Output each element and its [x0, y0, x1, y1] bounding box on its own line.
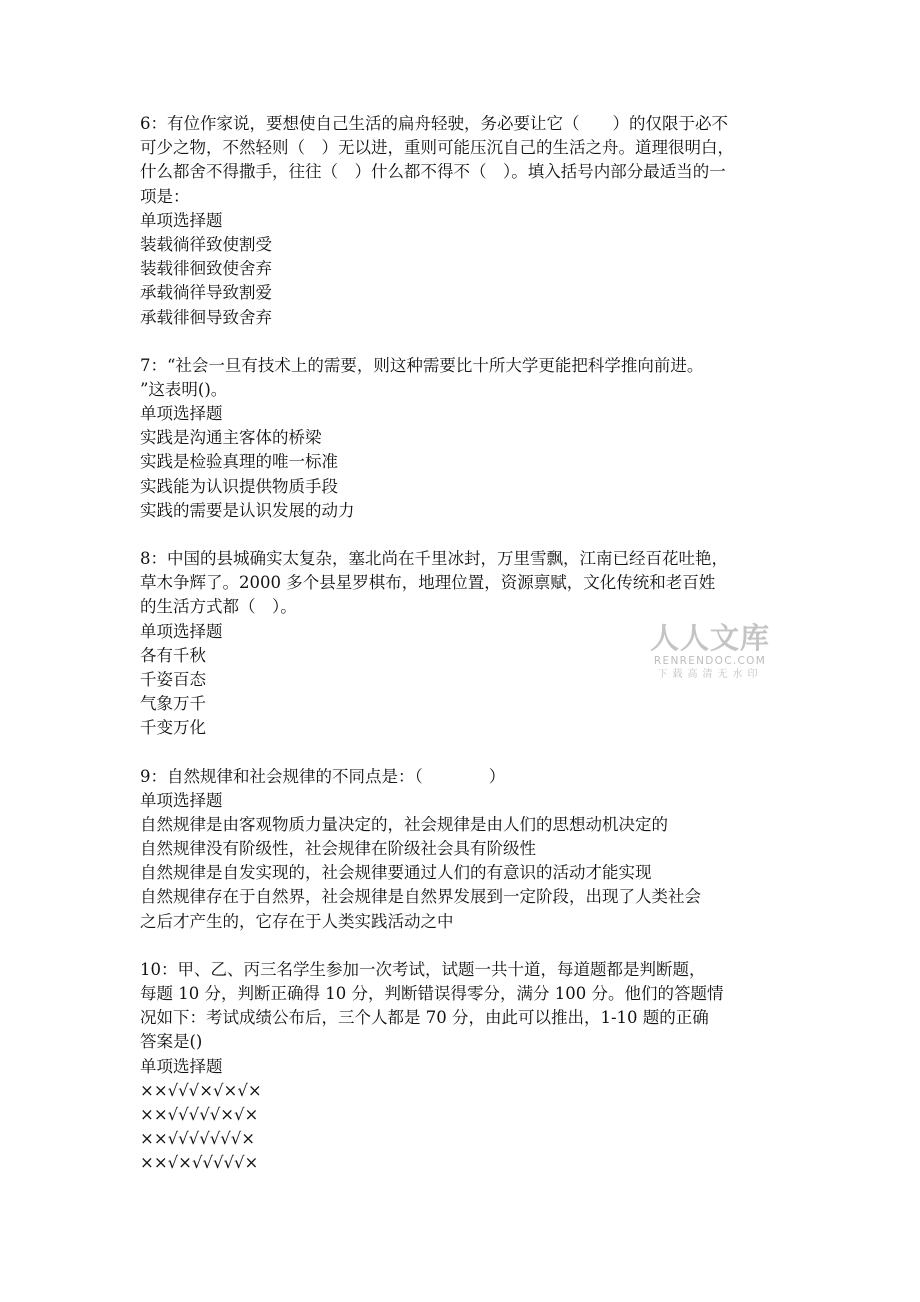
- question-7-type: 单项选择题: [140, 404, 223, 424]
- question-9-type: 单项选择题: [140, 790, 223, 810]
- question-9-option-d: 自然规律存在于自然界，社会规律是自然界发展到一定阶段，出现了人类社会: [140, 887, 701, 907]
- question-7-option-b: 实践是检验真理的唯一标准: [140, 452, 338, 472]
- question-6-option-c: 承载徜徉导致割爱: [140, 283, 272, 303]
- question-6-option-a: 装载徜徉致使割受: [140, 234, 272, 254]
- question-8-line-3: 的生活方式都（ ）。: [140, 597, 297, 617]
- question-10-option-d: ××√×√√√√√×: [140, 1153, 259, 1173]
- question-7-option-a: 实践是沟通主客体的桥梁: [140, 428, 322, 448]
- question-8-line-1: 8：中国的县城确实太复杂，塞北尚在千里冰封，万里雪飘，江南已经百花吐艳，: [140, 549, 728, 568]
- question-6-option-d: 承载徘徊导致舍弃: [140, 307, 272, 327]
- question-7-option-c: 实践能为认识提供物质手段: [140, 476, 338, 496]
- question-6-line-2: 可少之物，不然轻则（ ）无以进，重则可能压沉自己的生活之舟。道理很明白，: [140, 138, 734, 158]
- question-6-line-1: 6：有位作家说，要想使自己生活的扁舟轻驶，务必要让它（ ）的仅限于必不: [140, 114, 728, 133]
- question-9-option-a: 自然规律是由客观物质力量决定的，社会规律是由人们的思想动机决定的: [140, 814, 668, 834]
- question-8-option-c: 气象万千: [140, 694, 206, 714]
- question-8-line-2: 草木争辉了。2000 多个县星罗棋布，地理位置，资源禀赋，文化传统和老百姓: [140, 573, 716, 593]
- question-10-line-4: 答案是(): [140, 1032, 203, 1052]
- question-7: [140, 354, 790, 523]
- watermark-slogan: 下载高清无水印: [657, 669, 763, 680]
- watermark-title: 人人文库: [649, 621, 770, 655]
- document-page: [140, 112, 790, 1200]
- question-10: [140, 958, 790, 1176]
- question-6-type: 单项选择题: [140, 210, 223, 230]
- question-10-option-c: ××√√√√√√√×: [140, 1129, 256, 1149]
- question-10-line-3: 况如下：考试成绩公布后，三个人都是 70 分，由此可以推出，1-10 题的正确: [140, 1008, 709, 1028]
- question-10-line-1: 10：甲、乙、丙三名学生参加一次考试，试题一共十道，每道题都是判断题，: [140, 959, 706, 979]
- question-9-line-1: 9：自然规律和社会规律的不同点是：（ ）: [140, 766, 506, 786]
- question-8-option-d: 千变万化: [140, 718, 206, 738]
- question-6: [140, 112, 790, 330]
- question-6-line-3: 什么都舍不得撒手，往往（ ）什么都不得不（ ）。填入括号内部分最适当的一: [140, 162, 726, 182]
- question-8: [140, 547, 790, 741]
- question-7-option-d: 实践的需要是认识发展的动力: [140, 500, 355, 520]
- question-6-line-4: 项是：: [140, 186, 190, 206]
- question-8-type: 单项选择题: [140, 621, 223, 641]
- question-8-option-b: 千姿百态: [140, 669, 206, 689]
- question-9: [140, 765, 790, 934]
- question-10-option-a: ××√√√×√×√×: [140, 1080, 262, 1100]
- watermark-site: RENRENDOC.COM: [653, 655, 767, 667]
- question-7-line-2: ”这表明()。: [140, 379, 228, 399]
- question-10-option-b: ××√√√√√×√×: [140, 1104, 259, 1124]
- question-10-line-2: 每题 10 分，判断正确得 10 分，判断错误得零分，满分 100 分。他们的答题情: [140, 984, 724, 1003]
- question-10-type: 单项选择题: [140, 1056, 223, 1076]
- question-9-option-d-continued: 之后才产生的，它存在于人类实践活动之中: [140, 911, 454, 931]
- question-9-option-b: 自然规律没有阶级性，社会规律在阶级社会具有阶级性: [140, 839, 536, 859]
- question-8-option-a: 各有千秋: [140, 645, 206, 665]
- question-7-line-1: 7：“社会一旦有技术上的需要，则这种需要比十所大学更能把科学推向前进。: [140, 355, 704, 375]
- question-9-option-c: 自然规律是自发实现的，社会规律要通过人们的有意识的活动才能实现: [140, 863, 652, 883]
- question-6-option-b: 装载徘徊致使舍弃: [140, 259, 272, 279]
